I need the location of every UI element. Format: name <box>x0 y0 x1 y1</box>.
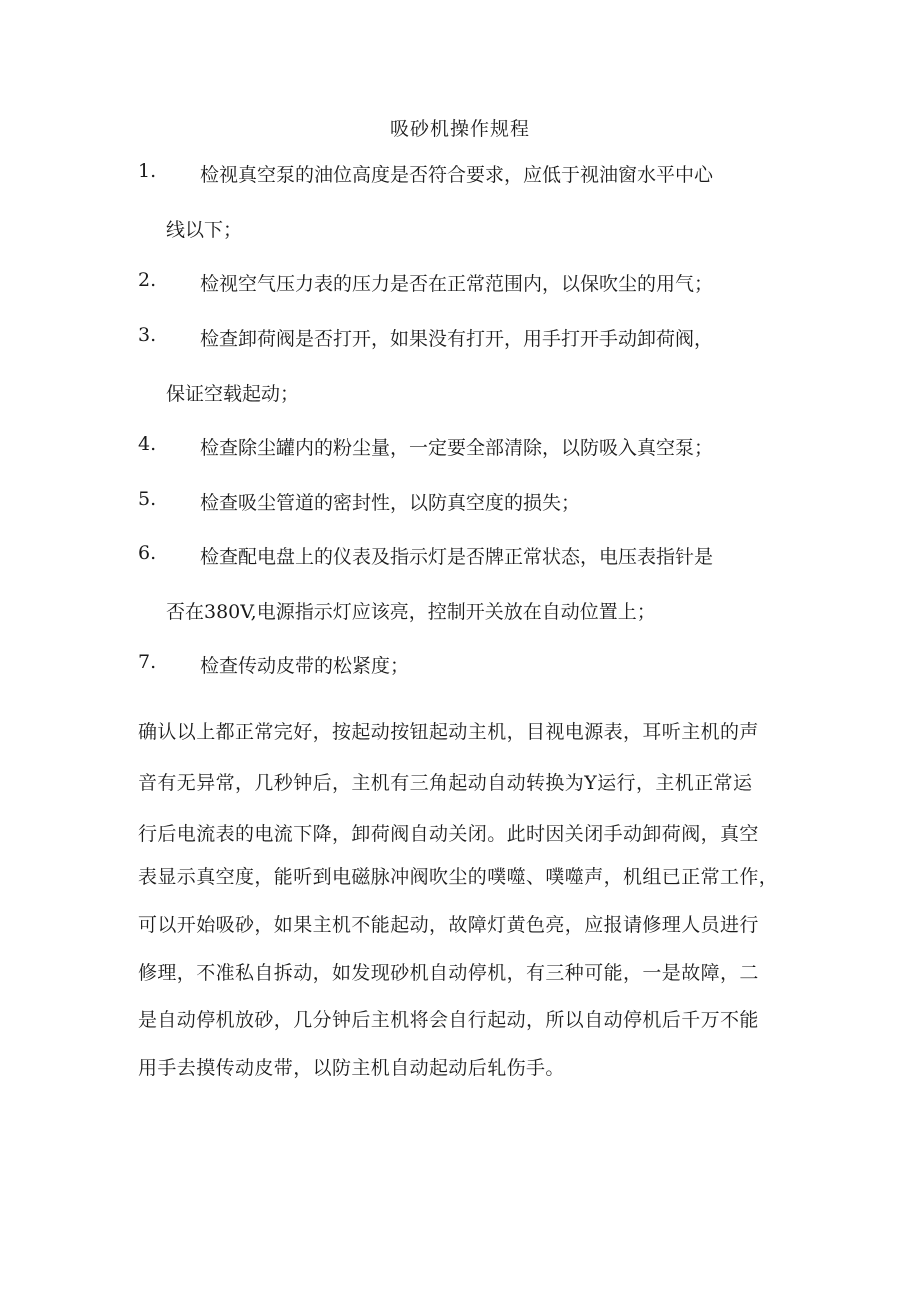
item-text: 检查除尘罐内的粉尘量，一定要全部清除，以防吸入真空泵； <box>200 437 714 459</box>
paragraph-line-5: 可以开始吸砂，如果主机不能起动，故障灯黄色亮，应报请修理人员进行 <box>138 914 759 936</box>
item-number: 4. <box>138 433 157 455</box>
item-text-continued: 否在380V,电源指示灯应该亮，控制开关放在自动位置上； <box>166 601 656 623</box>
item-text: 检视真空泵的油位高度是否符合要求，应低于视油窗水平中心 <box>200 164 714 186</box>
paragraph-line-6: 修理，不准私自拆动，如发现砂机自动停机，有三种可能，一是故障，二 <box>138 962 759 984</box>
paragraph-line-4: 表显示真空度，能听到电磁脉冲阀吹尘的噗噬、噗噬声，机组已正常工作， <box>138 866 779 888</box>
paragraph-line-1: 确认以上都正常完好，按起动按钮起动主机，目视电源表，耳听主机的声 <box>138 721 759 743</box>
item-text: 检查卸荷阀是否打开，如果没有打开，用手打开手动卸荷阀， <box>200 328 714 350</box>
item-text-continued: 线以下； <box>166 219 243 241</box>
item-number: 3. <box>138 324 157 346</box>
item-text: 检视空气压力表的压力是否在正常范围内，以保吹尘的用气； <box>200 273 714 295</box>
page-title: 吸砂机操作规程 <box>389 118 530 140</box>
item-text: 检查配电盘上的仪表及指示灯是否牌正常状态，电压表指针是 <box>200 546 714 568</box>
item-text: 检查吸尘管道的密封性，以防真空度的损失； <box>200 492 581 514</box>
paragraph-line-7: 是自动停机放砂，几分钟后主机将会自行起动，所以自动停机后千万不能 <box>138 1009 759 1031</box>
item-number: 2. <box>138 269 157 291</box>
item-text: 检查传动皮带的松紧度； <box>200 655 410 677</box>
item-number: 7. <box>138 651 157 673</box>
item-number: 1. <box>138 160 157 182</box>
paragraph-line-8: 用手去摸传动皮带，以防主机自动起动后轧伤手。 <box>138 1057 565 1079</box>
item-number: 5. <box>138 488 157 510</box>
paragraph-line-3: 行后电流表的电流下降，卸荷阀自动关闭。此时因关闭手动卸荷阀，真空 <box>138 823 759 845</box>
paragraph-line-2: 音有无异常，几秒钟后，主机有三角起动自动转换为Y运行，主机正常运 <box>138 772 753 794</box>
item-number: 6. <box>138 542 157 564</box>
item-text-continued: 保证空载起动； <box>166 383 300 405</box>
